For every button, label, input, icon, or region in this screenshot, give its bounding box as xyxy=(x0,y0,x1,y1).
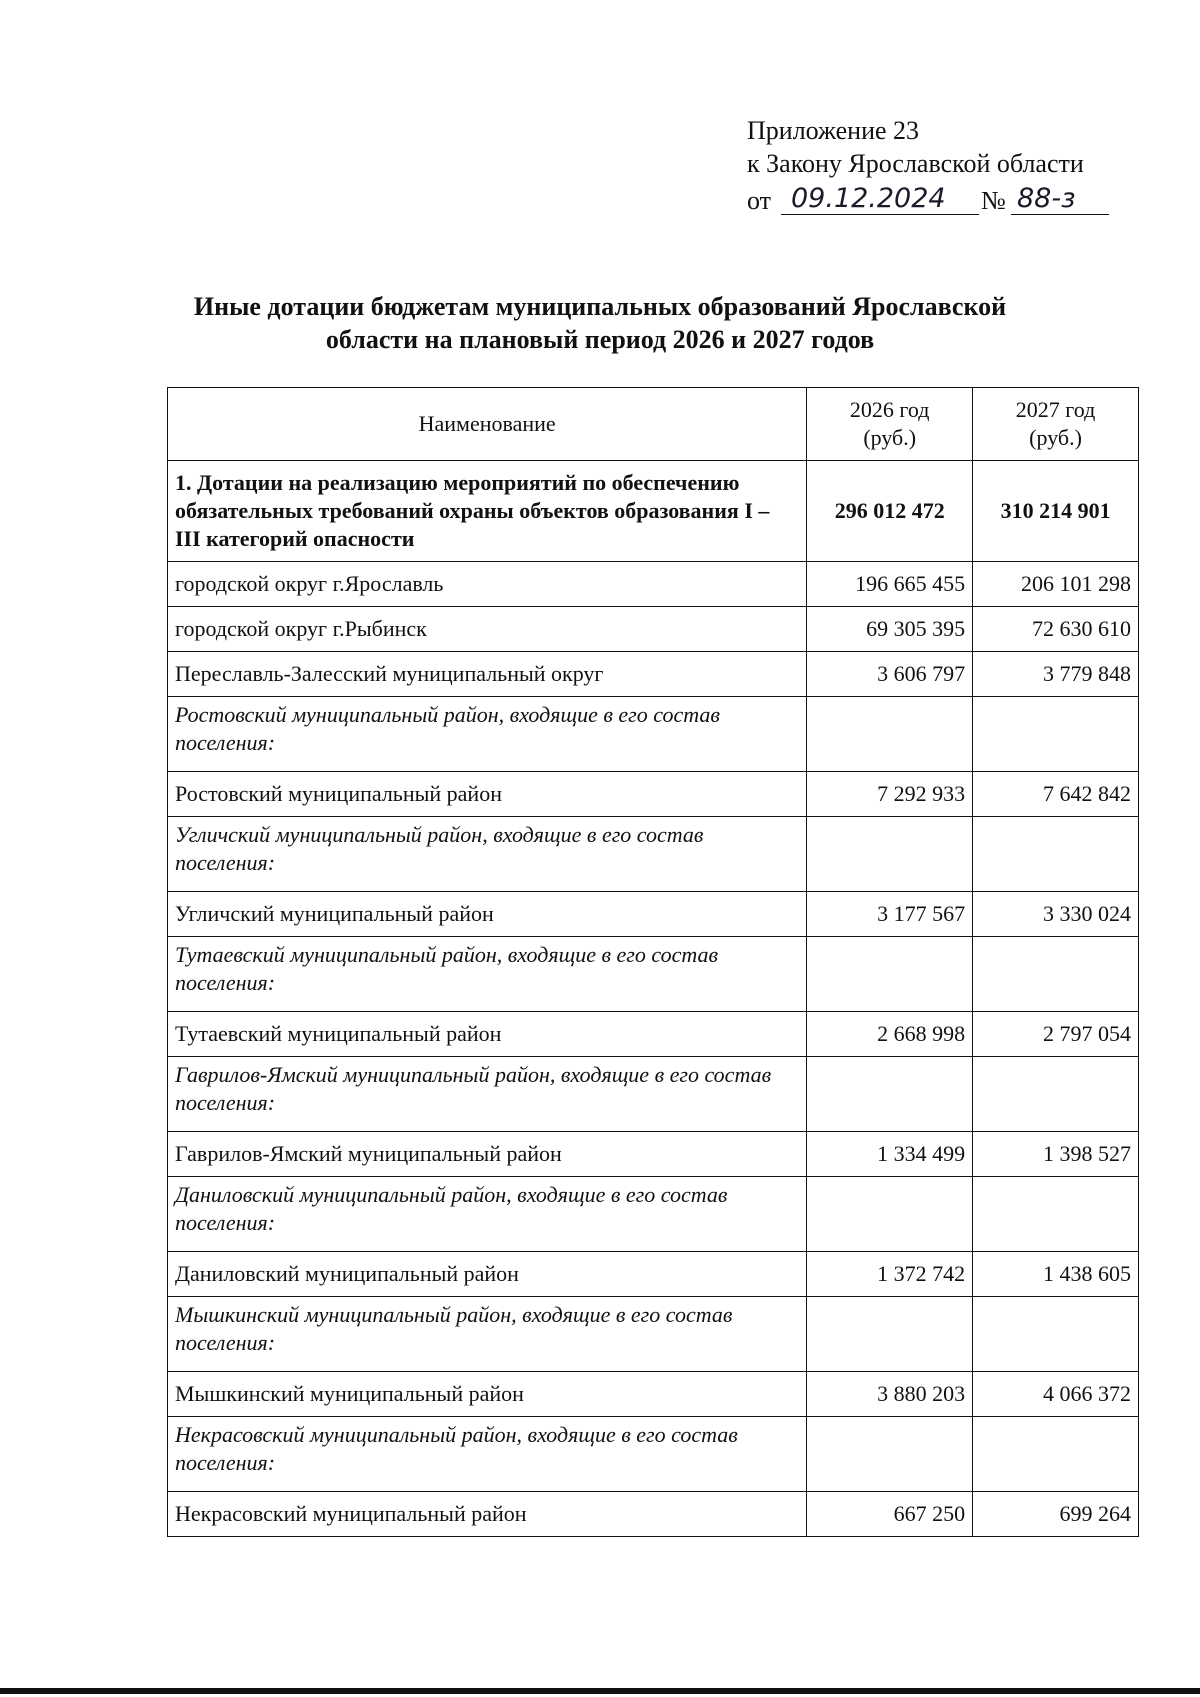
row-name: Даниловский муниципальный район, входящие в его состав поселения: xyxy=(168,1177,807,1252)
subsidies-table xyxy=(167,387,1139,1537)
row-value-2027 xyxy=(973,817,1139,892)
row-name: Мышкинский муниципальный район, входящие в его состав поселения: xyxy=(168,1297,807,1372)
number-underline xyxy=(1011,214,1109,215)
table-row xyxy=(168,652,1139,697)
header-2027-year: 2027 год xyxy=(1015,397,1096,422)
row-name: городской округ г.Рыбинск xyxy=(168,607,807,652)
row-name: Переславль-Залесский муниципальный округ xyxy=(168,652,807,697)
row-name: Мышкинский муниципальный район xyxy=(168,1372,807,1417)
row-value-2027: 699 264 xyxy=(973,1492,1139,1537)
row-value-2026 xyxy=(807,697,973,772)
row-name: Некрасовский муниципальный район, входящие в его состав поселения: xyxy=(168,1417,807,1492)
row-name: городской округ г.Ярославль xyxy=(168,562,807,607)
row-value-2027 xyxy=(973,697,1139,772)
handwritten-law-number: 88-з xyxy=(1017,183,1076,214)
row-name: Угличский муниципальный район xyxy=(168,892,807,937)
row-value-2027: 72 630 610 xyxy=(973,607,1139,652)
date-underline xyxy=(781,214,979,215)
table-row xyxy=(168,1492,1139,1537)
total-name: 1. Дотации на реализацию мероприятий по обеспечению обязательных требований охраны объектов образования I – III категорий опасности xyxy=(168,461,807,562)
appendix-law-reference: к Закону Ярославской области xyxy=(747,149,1084,178)
row-value-2027: 3 330 024 xyxy=(973,892,1139,937)
header-2026 xyxy=(807,388,973,461)
row-name: Угличский муниципальный район, входящие в его состав поселения: xyxy=(168,817,807,892)
table-row xyxy=(168,1177,1139,1252)
table-row xyxy=(168,1297,1139,1372)
appendix-number: Приложение 23 xyxy=(747,116,920,145)
row-name: Тутаевский муниципальный район, входящие в его состав поселения: xyxy=(168,937,807,1012)
row-value-2026: 1 334 499 xyxy=(807,1132,973,1177)
header-2026-year: 2026 год xyxy=(849,397,930,422)
total-2026: 296 012 472 xyxy=(807,461,973,562)
row-value-2027: 7 642 842 xyxy=(973,772,1139,817)
row-value-2026: 1 372 742 xyxy=(807,1252,973,1297)
table-row-total xyxy=(168,461,1139,562)
table-row xyxy=(168,607,1139,652)
law-date-number-line xyxy=(747,182,1084,222)
row-value-2027 xyxy=(973,1417,1139,1492)
row-name: Некрасовский муниципальный район xyxy=(168,1492,807,1537)
table-row xyxy=(168,1057,1139,1132)
row-name: Гаврилов-Ямский муниципальный район xyxy=(168,1132,807,1177)
title-line-2: области на плановый период 2026 и 2027 годов xyxy=(325,325,875,354)
row-value-2026 xyxy=(807,817,973,892)
table-row xyxy=(168,697,1139,772)
row-value-2027 xyxy=(973,1297,1139,1372)
row-name: Гаврилов-Ямский муниципальный район, входящие в его состав поселения: xyxy=(168,1057,807,1132)
row-value-2026 xyxy=(807,1177,973,1252)
row-value-2026 xyxy=(807,1057,973,1132)
row-value-2027: 206 101 298 xyxy=(973,562,1139,607)
table-row xyxy=(168,892,1139,937)
table-row xyxy=(168,1252,1139,1297)
row-name: Ростовский муниципальный район, входящие в его состав поселения: xyxy=(168,697,807,772)
table-row xyxy=(168,937,1139,1012)
row-value-2026 xyxy=(807,937,973,1012)
row-value-2027 xyxy=(973,1057,1139,1132)
table-row xyxy=(168,1372,1139,1417)
row-name: Даниловский муниципальный район xyxy=(168,1252,807,1297)
row-value-2027 xyxy=(973,1177,1139,1252)
total-2027: 310 214 901 xyxy=(973,461,1139,562)
table-row xyxy=(168,1132,1139,1177)
appendix-block xyxy=(747,114,1084,222)
row-value-2027: 2 797 054 xyxy=(973,1012,1139,1057)
row-value-2026: 196 665 455 xyxy=(807,562,973,607)
header-2027 xyxy=(973,388,1139,461)
table-row xyxy=(168,1012,1139,1057)
row-value-2026: 3 606 797 xyxy=(807,652,973,697)
row-value-2027: 1 398 527 xyxy=(973,1132,1139,1177)
table-row xyxy=(168,562,1139,607)
title-line-1: Иные дотации бюджетам муниципальных образований Ярославской xyxy=(193,292,1007,321)
row-value-2026: 69 305 395 xyxy=(807,607,973,652)
header-name: Наименование xyxy=(168,388,807,461)
row-name: Тутаевский муниципальный район xyxy=(168,1012,807,1057)
table-row xyxy=(168,772,1139,817)
header-2026-unit: (руб.) xyxy=(863,425,917,450)
row-value-2026: 667 250 xyxy=(807,1492,973,1537)
header-2027-unit: (руб.) xyxy=(1029,425,1082,450)
date-prefix: от xyxy=(747,186,772,215)
table-row xyxy=(168,817,1139,892)
table-row xyxy=(168,1417,1139,1492)
row-value-2026 xyxy=(807,1417,973,1492)
table-body xyxy=(168,461,1139,1537)
handwritten-date: 09.12.2024 xyxy=(791,183,946,214)
page-bottom-border xyxy=(0,1688,1200,1694)
row-value-2026: 2 668 998 xyxy=(807,1012,973,1057)
table-header-row xyxy=(168,388,1139,461)
row-value-2027 xyxy=(973,937,1139,1012)
row-value-2027: 3 779 848 xyxy=(973,652,1139,697)
row-value-2026: 7 292 933 xyxy=(807,772,973,817)
row-value-2026 xyxy=(807,1297,973,1372)
row-value-2026: 3 880 203 xyxy=(807,1372,973,1417)
row-value-2026: 3 177 567 xyxy=(807,892,973,937)
row-value-2027: 1 438 605 xyxy=(973,1252,1139,1297)
row-value-2027: 4 066 372 xyxy=(973,1372,1139,1417)
document-title xyxy=(150,290,1050,356)
number-sign: № xyxy=(981,186,1006,215)
row-name: Ростовский муниципальный район xyxy=(168,772,807,817)
